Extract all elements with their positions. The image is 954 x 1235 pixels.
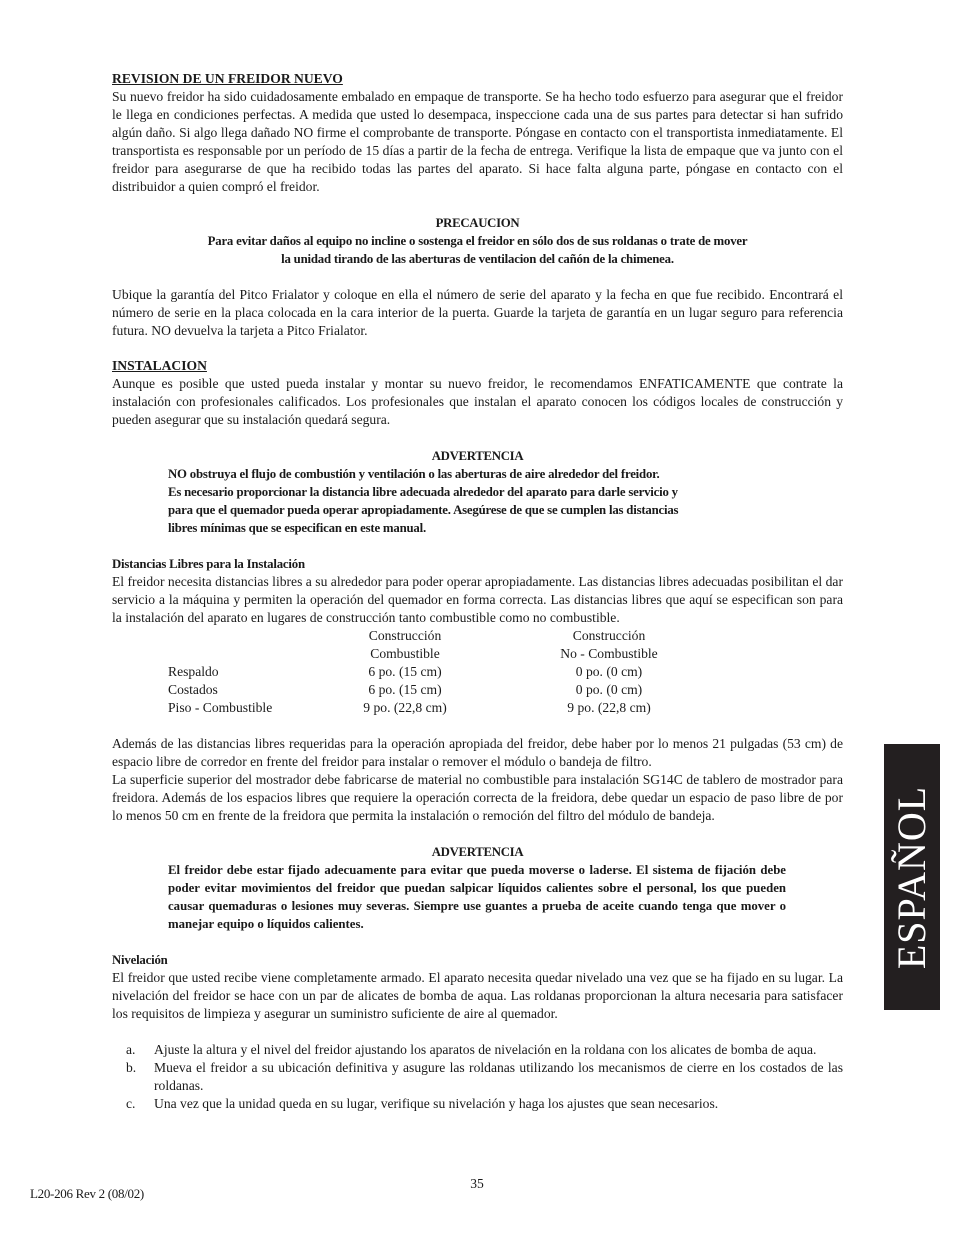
clearances-title: Distancias Libres para la Instalación — [112, 557, 305, 571]
list-marker: a. — [126, 1042, 136, 1057]
row-label: Respaldo — [168, 664, 219, 679]
list-text: Mueva el freidor a su ubicación definitiva y asugure las roldanas utilizando los mecanismos de cierre en los costados de las roldanas. — [154, 1060, 843, 1093]
section-title-review: REVISION DE UN FREIDOR NUEVO — [112, 71, 343, 86]
warning-block-2: El freidor debe estar fijado adecuamente para evitar que pueda moverse o laderse. El sistema de fijación debe poder evitar movimientos del freidor que puedan salpicar líquidos calientes sobre el personal, los que pueden causar quemaduras o lesiones muy severas. Siempre use guantes a prueba de aceite cuando tenga que mover o manejar equipo o líquidos calientes. — [168, 863, 786, 931]
list-marker: b. — [126, 1060, 137, 1075]
warning-1-line: NO obstruya el flujo de combustión y ventilación o las aberturas de aire alrededor del freidor. — [168, 467, 660, 481]
leveling-paragraph: El freidor que usted recibe viene completamente armado. El aparato necesita quedar nivelado una vez que se ha fijado en su lugar. La nivelación del freidor se hace con un par de alicates de bomba de aqua. Las roldanas proporcionan la altura necesaria para satisfacer los requisitos de limpieza y asegurar un suministro suficiente de aire al quemador. — [112, 970, 843, 1021]
clearances-table — [168, 627, 674, 717]
list-item — [112, 1095, 843, 1113]
caution-line-2: la unidad tirando de las aberturas de ventilacion del cañón de la chimenea. — [281, 252, 674, 266]
header-cell: Construcción — [368, 628, 442, 643]
language-tab-label: ESPAÑOL — [889, 785, 935, 969]
cell-combustible: 6 po. (15 cm) — [368, 664, 442, 679]
table-header-row — [168, 627, 674, 645]
header-cell: Combustible — [370, 646, 440, 661]
table-header-row — [168, 645, 674, 663]
table-row — [168, 699, 674, 717]
cell-no-combustible: 0 po. (0 cm) — [575, 664, 643, 679]
cell-no-combustible: 9 po. (22,8 cm) — [567, 700, 651, 715]
clearances-extra-paragraph-2: La superficie superior del mostrador debe fabricarse de material no combustible para instalación SG14C de tablero de mostrador para freidora. Además de los espacios libres que requiere la operación correcta de la freidora, debe quedar un espacio de paso libre de por lo menos 50 cm en frente de la freidora que permita la instalación o remoción del filtro del módulo de bandeja. — [112, 772, 843, 823]
section-title-installation: INSTALACION — [112, 358, 207, 373]
warning-heading-2: ADVERTENCIA — [431, 845, 524, 859]
header-cell: Construcción — [572, 628, 646, 643]
table-row — [168, 681, 674, 699]
list-item — [112, 1059, 843, 1095]
caution-line-1: Para evitar daños al equipo no incline o sostenga el freidor en sólo dos de sus roldanas o trate de mover — [207, 234, 748, 248]
caution-heading: PRECAUCION — [435, 216, 520, 230]
warning-block-1 — [168, 465, 788, 537]
list-text: Una vez que la unidad queda en su lugar, verifique su nivelación y haga los ajustes que sean necesarios. — [154, 1096, 719, 1111]
table-row — [168, 663, 674, 681]
leveling-title: Nivelación — [112, 953, 168, 967]
header-cell: No - Combustible — [560, 646, 658, 661]
row-label: Costados — [168, 682, 218, 697]
cell-no-combustible: 0 po. (0 cm) — [575, 682, 643, 697]
row-label: Piso - Combustible — [168, 700, 273, 715]
page-content — [112, 70, 843, 1113]
clearances-extra-paragraph-1: Además de las distancias libres requeridas para la operación apropiada del freidor, debe haber por lo menos 21 pulgadas (53 cm) de espacio libre de corredor en frente del freidor para instalar o remover el módulo o bandeja de filtro. — [112, 736, 843, 769]
warning-heading-1: ADVERTENCIA — [431, 449, 524, 463]
cell-combustible: 9 po. (22,8 cm) — [363, 700, 447, 715]
document-code: L20-206 Rev 2 (08/02) — [30, 1186, 144, 1201]
warning-1-line: Es necesario proporcionar la distancia libre adecuada alrededor del aparato para darle servicio y — [168, 485, 678, 499]
list-text: Ajuste la altura y el nivel del freidor ajustando los aparatos de nivelación en la roldana con los alicates de bomba de aqua. — [154, 1042, 817, 1057]
clearances-paragraph: El freidor necesita distancias libres a su alrededor para poder operar apropiadamente. Las distancias libres adecuadas posibilitan el dar servicio a la máquina y permiten la operación del quemador en forma correcta. Las distancias libres que aquí se especifican son para la instalación del aparato en lugares de construcción tanto combustible como no combustible. — [112, 574, 843, 625]
review-paragraph: Su nuevo freidor ha sido cuidadosamente embalado en empaque de transporte. Se ha hecho todo esfuerzo para asegurar que el freidor le llega en condiciones perfectas. A medida que usted lo desempaca, inspeccione cada una de sus partes para detectar si han sufrido algún daño. Si algo llega dañado NO firme el comprobante de transporte. Póngase en contacto con el transportista inmediatamente. El transportista es responsable por un período de 15 días a partir de la fecha de entrega. Verifique la lista de empaque que va junto con el freidor para asegurarse de que ha recibido todas las partes del aparato. Si hace falta alguna parte, póngase en contacto con el distribuidor a quien compró el freidor. — [112, 89, 843, 194]
warning-1-line: libres mínimas que se especifican en este manual. — [168, 521, 426, 535]
language-side-tab — [884, 744, 940, 1010]
list-item — [112, 1041, 843, 1059]
warning-1-line: para que el quemador pueda operar apropiadamente. Asegúrese de que se cumplen las distancias — [168, 503, 679, 517]
cell-combustible: 6 po. (15 cm) — [368, 682, 442, 697]
list-marker: c. — [126, 1096, 136, 1111]
page-number: 35 — [470, 1176, 484, 1191]
installation-paragraph: Aunque es posible que usted pueda instalar y montar su nuevo freidor, le recomendamos ENFATICAMENTE que contrate la instalación con profesionales calificados. Los profesionales que instalan el aparato conocen los códigos locales de construcción y pueden asegurar que su instalación quedará segura. — [112, 376, 843, 427]
warranty-paragraph: Ubique la garantía del Pitco Frialator y coloque en ella el número de serie del aparato y la fecha en que fue recibido. Encontrará el número de serie en la placa colocada en la cara interior de la puerta. Guarde la tarjeta de garantía en un lugar seguro para referencia futura. NO devuelva la tarjeta a Pitco Frialator. — [112, 287, 843, 338]
leveling-steps — [112, 1041, 843, 1113]
